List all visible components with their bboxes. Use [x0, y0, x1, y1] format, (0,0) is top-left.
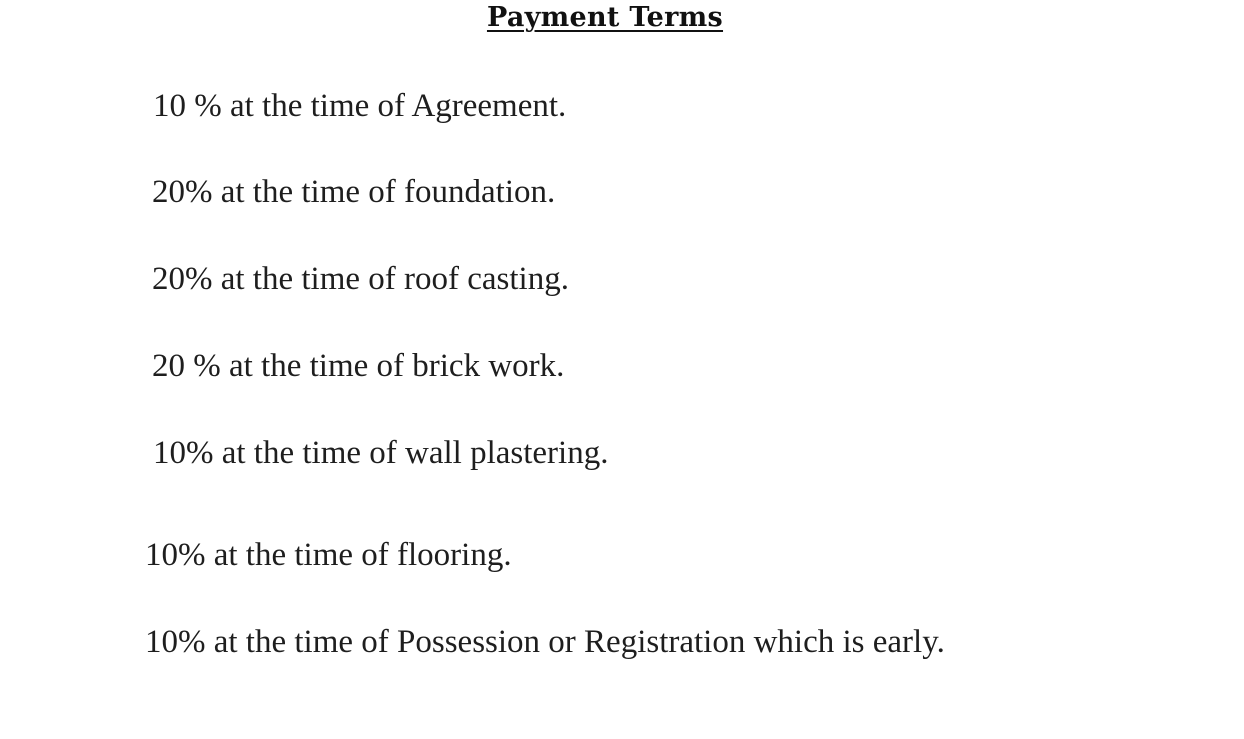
- payment-term-agreement: 10 % at the time of Agreement.: [153, 88, 567, 124]
- page-title: Payment Terms: [486, 2, 724, 33]
- payment-term-roof-casting: 20% at the time of roof casting.: [152, 261, 569, 297]
- payment-term-possession: 10% at the time of Possession or Registration which is early.: [145, 624, 945, 660]
- payment-term-foundation: 20% at the time of foundation.: [152, 174, 556, 210]
- payment-term-brick-work: 20 % at the time of brick work.: [152, 348, 565, 384]
- payment-term-wall-plastering: 10% at the time of wall plastering.: [153, 435, 609, 471]
- payment-term-flooring: 10% at the time of flooring.: [145, 537, 512, 573]
